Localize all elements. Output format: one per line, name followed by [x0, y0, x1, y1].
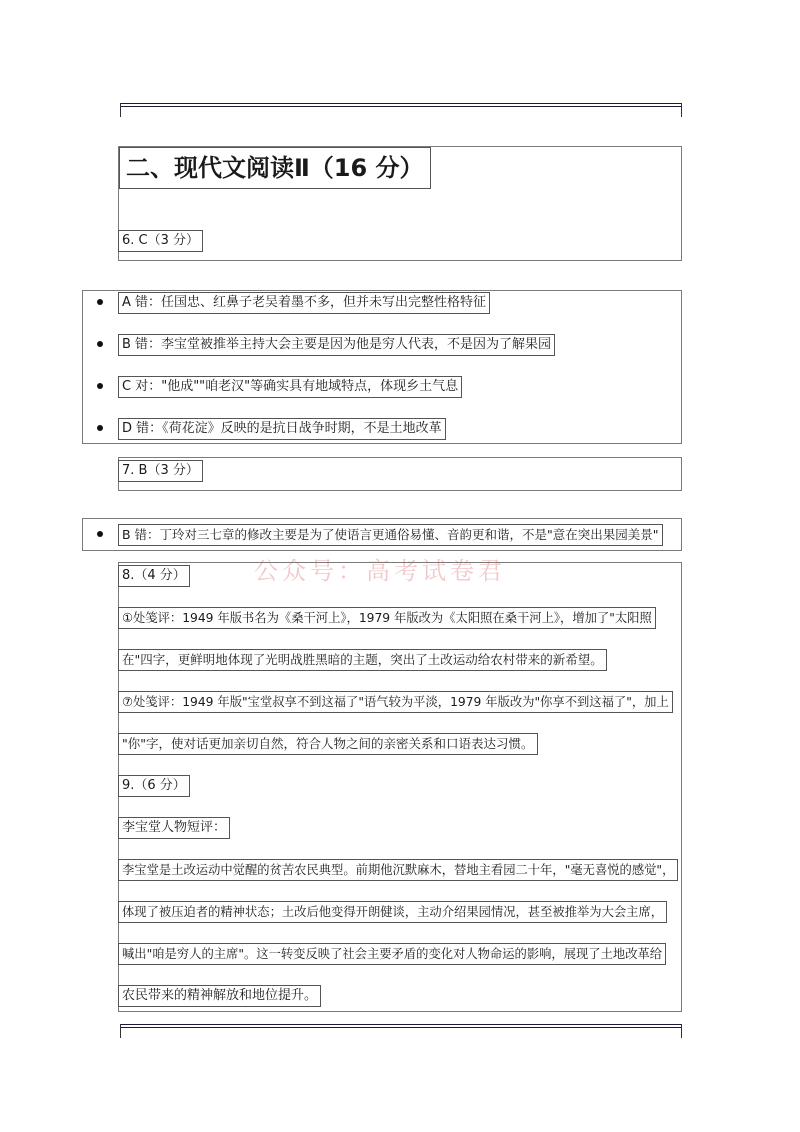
q6-bullet-b: B 错：李宝堂被推举主持大会主要是因为他是穷人代表，不是因为了解果园: [118, 334, 555, 356]
bullet-marker: [97, 299, 103, 305]
bullet-marker: [97, 425, 103, 431]
q8-line-1: ①处笺评：1949 年版书名为《桑干河上》，1979 年版改为《太阳照在桑干河上》，增加了"太阳照: [118, 607, 656, 629]
q7-answer-label: 7. B（3 分）: [118, 460, 203, 482]
q8-answer-label: 8.（4 分）: [118, 565, 190, 587]
watermark: 公众号：高考试卷君: [254, 557, 506, 585]
q6-answer-label: 6. C（3 分）: [118, 230, 203, 252]
q6-bullet-c: C 对："他成""咱老汉"等确实具有地域特点，体现乡土气息: [118, 376, 462, 398]
q9-line-4: 农民带来的精神解放和地位提升。: [118, 985, 321, 1007]
bullet-marker: [97, 531, 103, 537]
bullet-marker: [97, 383, 103, 389]
bullet-marker: [97, 341, 103, 347]
q9-subtitle: 李宝堂人物短评：: [118, 817, 230, 839]
section-title: 二、现代文阅读Ⅱ（16 分）: [119, 147, 431, 189]
q8-line-4: "你"字，使对话更加亲切自然，符合人物之间的亲密关系和口语表达习惯。: [118, 733, 538, 755]
q7-bullet-b: B 错：丁玲对三七章的修改主要是为了使语言更通俗易懂、音韵更和谐，不是"意在突出果园美景": [118, 524, 663, 546]
bottom-double-rule: [120, 1024, 682, 1037]
q6-bullet-d: D 错：《荷花淀》反映的是抗日战争时期，不是土地改革: [118, 418, 446, 440]
q9-line-3: 喊出"咱是穷人的主席"。这一转变反映了社会主要矛盾的变化对人物命运的影响，展现了土地改革给: [118, 943, 666, 965]
q8-line-3: ⑦处笺评：1949 年版"宝堂叔享不到这福了"语气较为平淡，1979 年版改为"你享不到这福了"，加上: [118, 691, 673, 713]
q9-line-1: 李宝堂是土改运动中觉醒的贫苦农民典型。前期他沉默麻木，替地主看园二十年，"毫无喜悦的感觉"，: [118, 859, 678, 881]
q8-line-2: 在"四字，更鲜明地体现了光明战胜黑暗的主题，突出了土改运动给农村带来的新希望。: [118, 649, 607, 671]
q9-line-2: 体现了被压迫者的精神状态；土改后他变得开朗健谈，主动介绍果园情况，甚至被推举为大会主席，: [118, 901, 667, 923]
q9-answer-label: 9.（6 分）: [118, 775, 190, 797]
top-double-rule: [120, 103, 682, 116]
q6-bullet-a: A 错：任国忠、红鼻子老吴着墨不多，但并未写出完整性格特征: [118, 292, 490, 314]
